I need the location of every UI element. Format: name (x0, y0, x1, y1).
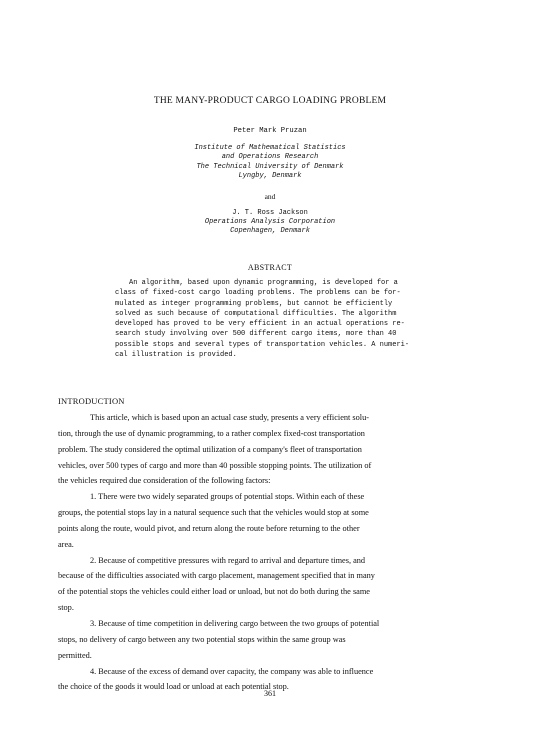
body-line: stop. (58, 603, 74, 613)
abstract-body (115, 278, 419, 360)
abstract-heading: ABSTRACT (247, 263, 293, 272)
body-line: This article, which is based upon an actual case study, presents a very efficient solu- (90, 413, 370, 422)
affiliation-1-line: Institute of Mathematical Statistics (194, 144, 346, 152)
section-body (58, 410, 488, 695)
body-line: tion, through the use of dynamic programming, to a rather complex fixed-cost transportation (58, 428, 365, 438)
author-conjunction: and (264, 192, 276, 201)
body-line: 4. Because of the excess of demand over capacity, the company was able to influence (90, 666, 374, 676)
abstract-line: developed has proved to be very efficient in an actual operations re- (115, 320, 405, 329)
abstract-line: An algorithm, based upon dynamic programming, is developed for a (129, 279, 398, 287)
affiliation-2-line: Copenhagen, Denmark (230, 227, 310, 236)
abstract-line: mulated as integer programming problems, but cannot be efficiently (115, 299, 393, 308)
body-line: of the potential stops the vehicles could either load or unload, but not do both during the same (58, 587, 370, 597)
affiliation-1-line: and Operations Research (221, 153, 319, 162)
author-2: J. T. Ross Jackson (232, 209, 308, 217)
affiliation-1-line: Lyngby, Denmark (238, 171, 302, 180)
body-line: stops, no delivery of cargo between any two potential stops within the same group was (58, 634, 346, 644)
paper-title: THE MANY-PRODUCT CARGO LOADING PROBLEM (153, 96, 387, 106)
abstract-line: cal illustration is provided. (115, 351, 237, 360)
abstract-line: possible stops and several types of transportation vehicles. A numeri- (115, 340, 410, 349)
body-line: the choice of the goods it would load or unload at each potential stop. (58, 682, 289, 692)
body-line: permitted. (58, 650, 92, 660)
abstract-line: search study involving over 500 different cargo items, more than 40 (115, 330, 397, 339)
body-line: vehicles, over 500 types of cargo and more than 40 possible stopping points. The utilization of (58, 460, 372, 470)
abstract-line: solved as such because of computational difficulties. The algorithm (115, 309, 397, 318)
affiliation-2 (0, 218, 540, 237)
body-line: 2. Because of competitive pressures with regard to arrival and departure times, and (90, 555, 366, 565)
affiliation-1 (0, 144, 540, 181)
body-line: 3. Because of time competition in delivering cargo between the two groups of potential (90, 618, 380, 628)
page-number: 361 (264, 689, 276, 698)
affiliation-2-line: Operations Analysis Corporation (204, 218, 336, 226)
affiliation-1-line: The Technical University of Denmark (196, 162, 344, 171)
body-line: the vehicles required due consideration of the following factors: (58, 476, 271, 486)
body-line: points along the route, would pivot, and return along the route before returning to the other (58, 523, 360, 533)
section-heading: INTRODUCTION (58, 396, 125, 406)
body-line: groups, the potential stops lay in a natural sequence such that the vehicles would stop at some (58, 508, 369, 518)
body-line: because of the difficulties associated with cargo placement, management specified that in many (58, 571, 375, 581)
body-line: 1. There were two widely separated groups of potential stops. Within each of these (90, 492, 365, 502)
body-line: problem. The study considered the optimal utilization of a company's fleet of transportation (58, 444, 362, 454)
abstract-line: class of fixed-cost cargo loading problems. The problems can be for- (115, 289, 401, 298)
body-line: area. (58, 539, 74, 549)
author-1: Peter Mark Pruzan (233, 127, 307, 135)
